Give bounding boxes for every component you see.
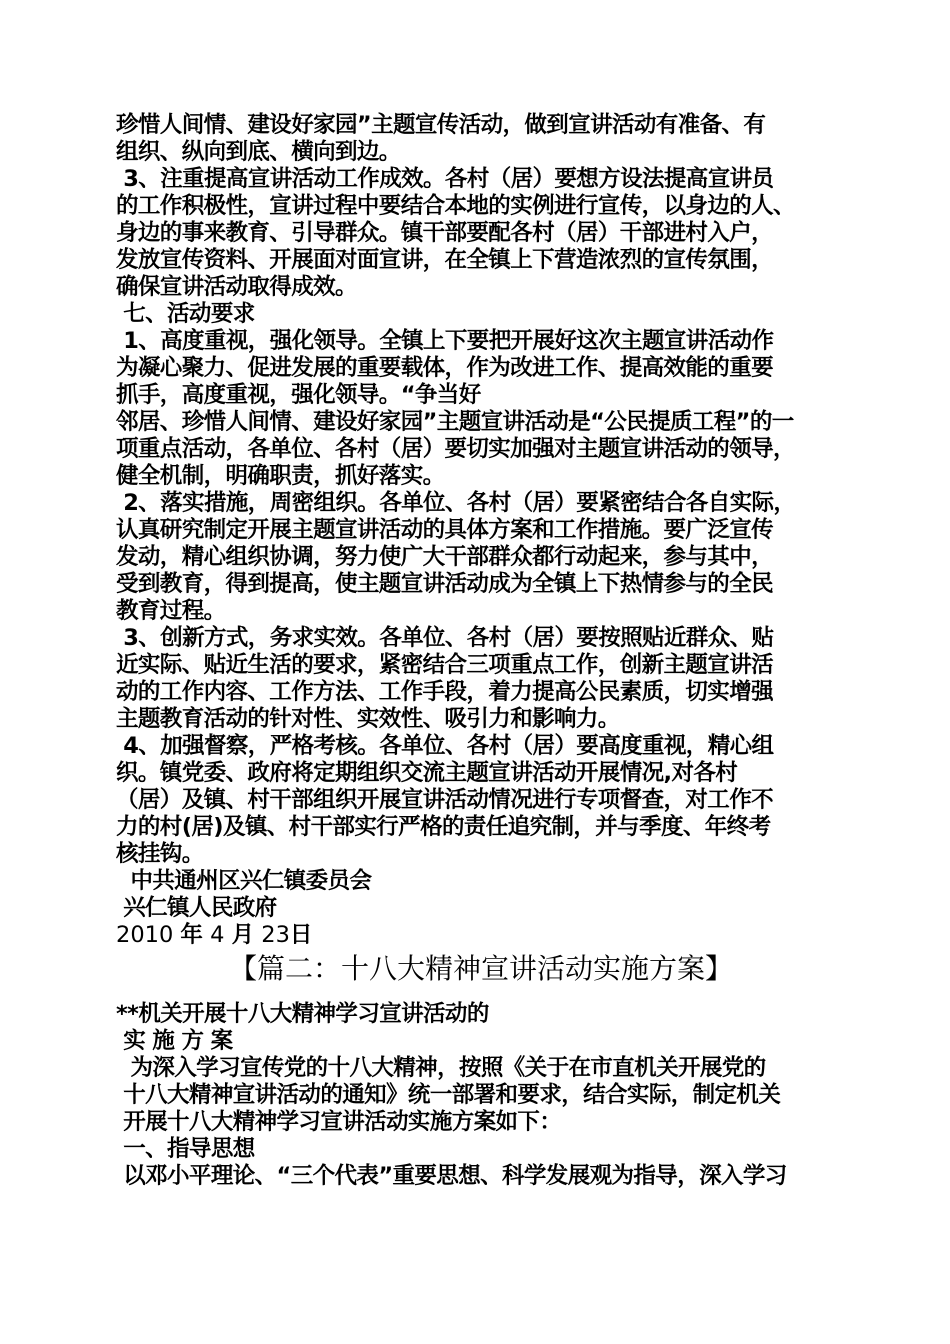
text-line: 确保宣讲活动取得成效。 bbox=[116, 274, 357, 300]
text-line: 动的工作内容、工作方法、工作手段，着力提高公民素质，切实增强 bbox=[116, 679, 774, 705]
text-line: 织。镇党委、政府将定期组织交流主题宣讲活动开展情况,对各村 bbox=[116, 760, 738, 786]
text-line: 开展十八大精神学习宣讲活动实施方案如下： bbox=[116, 1109, 562, 1135]
text-line: 发动，精心组织协调，努力使广大干部群众都行动起来，参与其中， bbox=[116, 544, 774, 570]
text-line: 兴仁镇人民政府 bbox=[116, 895, 277, 921]
date-day-unit: 日 bbox=[289, 922, 313, 948]
text-line: 抓手，高度重视，强化领导。“争当好 bbox=[116, 382, 481, 408]
text-line: 3、注重提高宣讲活动工作成效。各村（居）要想方设法提高宣讲员 bbox=[116, 166, 774, 192]
text-line: 力的村(居)及镇、村干部实行严格的责任追究制，并与季度、年终考 bbox=[116, 814, 771, 840]
text-line: 的工作积极性，宣讲过程中要结合本地的实例进行宣传，以身边的人、 bbox=[116, 193, 795, 219]
text-line: 发放宣传资料、开展面对面宣讲，在全镇上下营造浓烈的宣传氛围， bbox=[116, 247, 774, 273]
document-body bbox=[116, 112, 846, 1190]
signature-date bbox=[116, 922, 846, 949]
text-line: 珍惜人间情、建设好家园”主题宣传活动，做到宣讲活动有准备、有 bbox=[116, 112, 766, 138]
text-line: 为凝心聚力、促进发展的重要载体，作为改进工作、提高效能的重要 bbox=[116, 355, 774, 381]
text-line: 1、高度重视，强化领导。全镇上下要把开展好这次主题宣讲活动作 bbox=[116, 328, 774, 354]
text-line: 身边的事来教育、引导群众。镇干部要配各村（居）干部进村入户， bbox=[116, 220, 774, 246]
section-title: 【篇二：十八大精神宣讲活动实施方案】 bbox=[228, 952, 733, 985]
text-line: 为深入学习宣传党的十八大精神，按照《关于在市直机关开展党的 bbox=[116, 1055, 766, 1081]
text-line: **机关开展十八大精神学习宣讲活动的 bbox=[116, 1001, 489, 1027]
date-day: 23 bbox=[261, 922, 290, 948]
date-month: 4 bbox=[210, 922, 225, 948]
text-line: 一、指导思想 bbox=[116, 1136, 255, 1162]
text-line: 4、加强督察，严格考核。各单位、各村（居）要高度重视，精心组 bbox=[116, 733, 774, 759]
date-year-unit: 年 bbox=[180, 922, 203, 948]
text-line: 2、落实措施，周密组织。各单位、各村（居）要紧密结合各自实际， bbox=[116, 490, 796, 516]
text-line: 受到教育，得到提高，使主题宣讲活动成为全镇上下热情参与的全民 bbox=[116, 571, 774, 597]
date-month-unit: 月 bbox=[231, 922, 255, 948]
text-line: 近实际、贴近生活的要求，紧密结合三项重点工作，创新主题宣讲活 bbox=[116, 652, 774, 678]
text-line: 中共通州区兴仁镇委员会 bbox=[116, 868, 372, 894]
text-line: 教育过程。 bbox=[116, 598, 226, 624]
text-line: 以邓小平理论、“三个代表”重要思想、科学发展观为指导，深入学习 bbox=[116, 1163, 787, 1189]
text-line: 组织、纵向到底、横向到边。 bbox=[116, 139, 401, 165]
date-year: 2010 bbox=[116, 922, 174, 948]
text-line: 七、活动要求 bbox=[116, 301, 255, 327]
text-line: 主题教育活动的针对性、实效性、吸引力和影响力。 bbox=[116, 706, 620, 732]
text-line: 核挂钩。 bbox=[116, 841, 204, 867]
text-line: 3、创新方式，务求实效。各单位、各村（居）要按照贴近群众、贴 bbox=[116, 625, 774, 651]
section-two-text bbox=[116, 1001, 846, 1190]
text-line: （居）及镇、村干部组织开展宣讲活动情况进行专项督查，对工作不 bbox=[116, 787, 774, 813]
text-line: 实 施 方 案 bbox=[116, 1028, 233, 1054]
text-line: 项重点活动，各单位、各村（居）要切实加强对主题宣讲活动的领导， bbox=[116, 436, 795, 462]
text-line: 十八大精神宣讲活动的通知》统一部署和要求，结合实际，制定机关 bbox=[116, 1082, 781, 1108]
text-line: 认真研究制定开展主题宣讲活动的具体方案和工作措施。要广泛宣传 bbox=[116, 517, 774, 543]
section-one-text bbox=[116, 112, 846, 922]
text-line: 健全机制，明确职责，抓好落实。 bbox=[116, 463, 445, 489]
text-line: 邻居、珍惜人间情、建设好家园”主题宣讲活动是“公民提质工程”的一 bbox=[116, 409, 794, 435]
